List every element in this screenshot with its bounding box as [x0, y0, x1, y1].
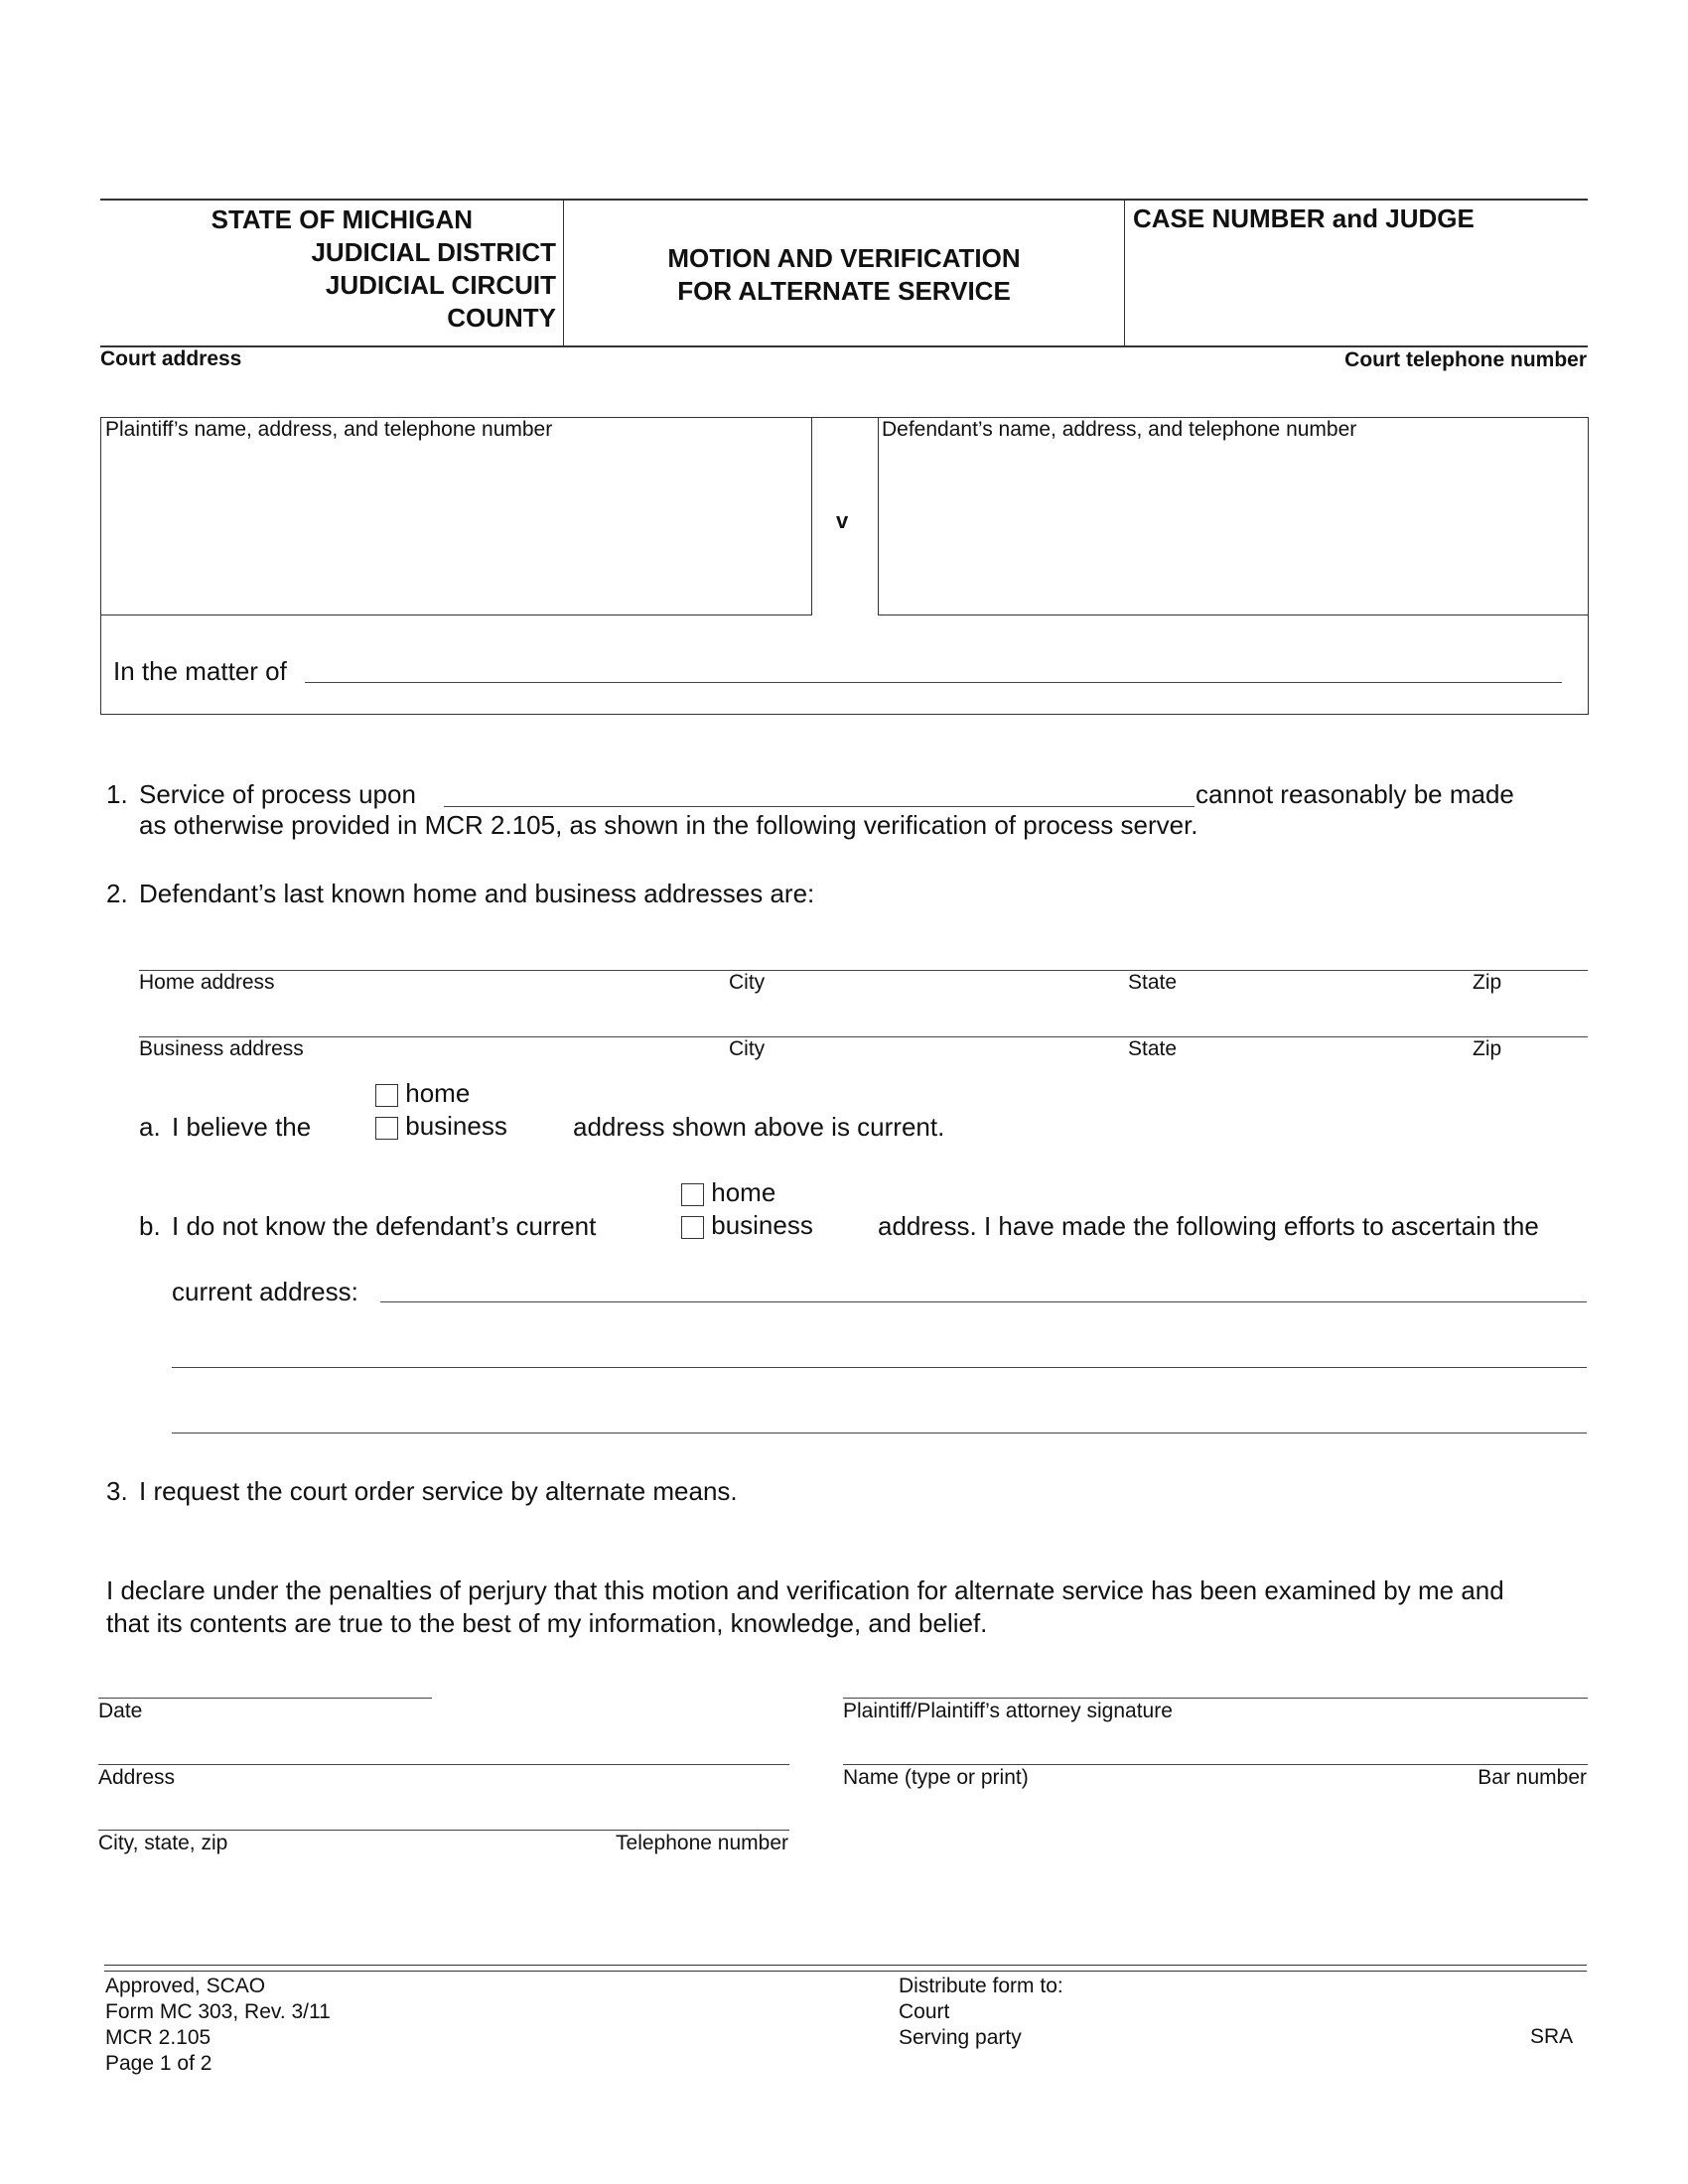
court-jurisdiction-block: [109, 204, 556, 335]
service-upon-field[interactable]: [444, 806, 1195, 807]
item1-text-start: Service of process upon: [139, 779, 416, 809]
current-address-field-2[interactable]: [172, 1367, 1587, 1368]
footer-rule-2: [104, 1971, 1587, 1972]
footer-left: [105, 1974, 331, 2077]
county-label: COUNTY: [447, 303, 556, 333]
header-bottom-rule: [100, 345, 1588, 347]
item2a-home-checkbox[interactable]: [375, 1084, 398, 1107]
footer-code: SRA: [1530, 2025, 1574, 2048]
home-state-label: State: [1128, 971, 1178, 994]
footer-form-number: Form MC 303, Rev. 3/11: [105, 2000, 331, 2023]
item2b-text: I do not know the defendant’s current: [172, 1211, 597, 1241]
item2a-home-label: home: [405, 1078, 471, 1108]
plaintiff-field[interactable]: Plaintiff’s name, address, and telephone number: [105, 418, 553, 441]
date-field[interactable]: [98, 1698, 432, 1699]
footer-distribute-serving: Serving party: [899, 2026, 1022, 2049]
matter-of-label: In the matter of: [113, 656, 287, 686]
item1-text-end: cannot reasonably be made: [1196, 779, 1514, 809]
item2b-business-label: business: [711, 1210, 813, 1240]
header-top-rule: [100, 199, 1588, 201]
defendant-box-divider: [878, 417, 879, 615]
item2-number: 2.: [106, 879, 128, 908]
item2a-home-option[interactable]: [375, 1078, 470, 1109]
form-title: [564, 242, 1124, 308]
item3-number: 3.: [106, 1476, 128, 1506]
item2b-home-option[interactable]: [681, 1177, 775, 1208]
circuit-label: JUDICIAL CIRCUIT: [325, 270, 556, 300]
business-city-label: City: [729, 1037, 766, 1060]
business-address-field[interactable]: [139, 1036, 1588, 1037]
business-address-label: Business address: [139, 1037, 304, 1060]
item2a-business-checkbox[interactable]: [375, 1117, 398, 1140]
court-phone-label: Court telephone number: [1344, 348, 1587, 371]
footer-approved: Approved, SCAO: [105, 1975, 266, 1997]
city-state-zip-field[interactable]: [98, 1830, 789, 1831]
matter-of-field[interactable]: [305, 682, 1562, 683]
address-field[interactable]: [98, 1764, 789, 1765]
item2b-label: b.: [139, 1211, 161, 1241]
item2b-business-checkbox[interactable]: [681, 1216, 704, 1239]
item1-text-line2: as otherwise provided in MCR 2.105, as shown in the following verification of process server.: [139, 810, 1198, 840]
business-zip-label: Zip: [1473, 1037, 1502, 1060]
parties-mid-rule-left: [100, 614, 811, 615]
home-zip-label: Zip: [1473, 971, 1502, 994]
home-city-label: City: [729, 971, 766, 994]
item2b-after: address. I have made the following efforts to ascertain the: [878, 1211, 1539, 1241]
district-label: JUDICIAL DISTRICT: [311, 237, 556, 267]
business-state-label: State: [1128, 1037, 1178, 1060]
home-address-label: Home address: [139, 971, 275, 994]
home-address-field[interactable]: [139, 970, 1588, 971]
item2a-text: I believe the: [172, 1112, 312, 1142]
item2a-after: address shown above is current.: [573, 1112, 945, 1142]
parties-box: [100, 417, 1589, 715]
name-field[interactable]: [843, 1764, 1588, 1765]
footer-rule-1: [104, 1965, 1587, 1966]
signature-label: Plaintiff/Plaintiff’s attorney signature: [843, 1700, 1173, 1722]
date-label: Date: [98, 1700, 143, 1722]
versus-label: v: [836, 508, 849, 533]
form-title-line2: FOR ALTERNATE SERVICE: [677, 276, 1011, 306]
item2b-business-option[interactable]: [681, 1210, 813, 1241]
bar-number-label: Bar number: [1477, 1766, 1587, 1789]
footer-distribute-court: Court: [899, 2000, 950, 2023]
declaration-line1: I declare under the penalties of perjury that this motion and verification for alternate service has been examined by me and: [106, 1575, 1504, 1605]
plaintiff-box-divider: [811, 417, 812, 615]
form-title-line1: MOTION AND VERIFICATION: [667, 243, 1021, 273]
parties-mid-rule-right: [878, 614, 1589, 615]
item2a-business-option[interactable]: [375, 1111, 507, 1142]
current-address-field-1[interactable]: [380, 1301, 1587, 1302]
item2b-home-checkbox[interactable]: [681, 1183, 704, 1206]
item1-number: 1.: [106, 779, 128, 809]
item2a-business-label: business: [405, 1111, 507, 1141]
signature-field[interactable]: [843, 1698, 1588, 1699]
item2a-label: a.: [139, 1112, 161, 1142]
court-address-label: Court address: [100, 347, 242, 370]
item3-text: I request the court order service by alternate means.: [139, 1476, 738, 1506]
case-number-label: CASE NUMBER and JUDGE: [1133, 204, 1475, 233]
item2-text: Defendant’s last known home and business addresses are:: [139, 879, 815, 908]
footer-distribution: [899, 1974, 1063, 2051]
telephone-label: Telephone number: [616, 1832, 788, 1854]
address-label: Address: [98, 1766, 176, 1789]
footer-page: Page 1 of 2: [105, 2052, 212, 2075]
defendant-field[interactable]: Defendant’s name, address, and telephone number: [882, 418, 1357, 441]
name-label: Name (type or print): [843, 1766, 1029, 1789]
footer-mcr: MCR 2.105: [105, 2026, 211, 2049]
declaration-line2: that its contents are true to the best of my information, knowledge, and belief.: [106, 1608, 988, 1638]
item2b-home-label: home: [711, 1177, 776, 1207]
footer-distribute-label: Distribute form to:: [899, 1975, 1063, 1997]
city-state-zip-label: City, state, zip: [98, 1832, 228, 1854]
state-label: STATE OF MICHIGAN: [211, 205, 473, 234]
header-divider-right: [1124, 199, 1125, 346]
current-address-label: current address:: [172, 1277, 358, 1306]
